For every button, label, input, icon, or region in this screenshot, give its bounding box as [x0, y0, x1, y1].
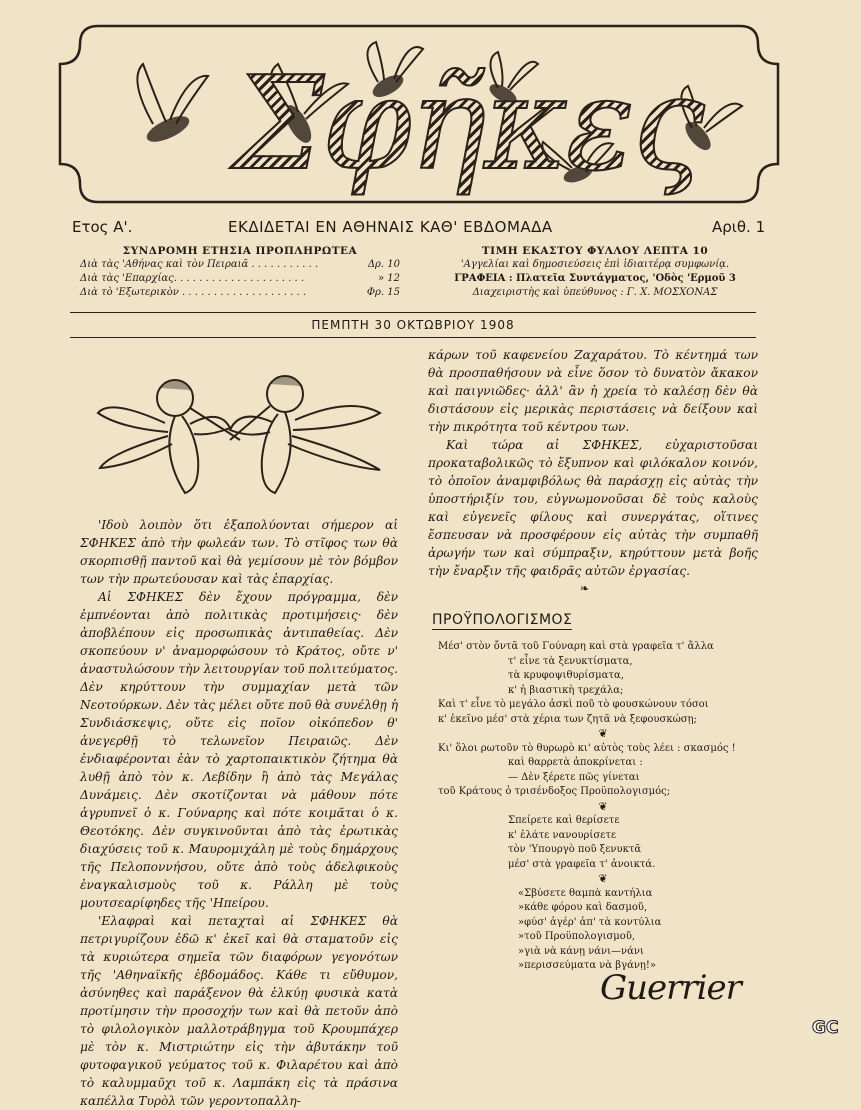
masthead: [58, 24, 780, 204]
poem-line: »φύσ' ἀγέρ' ἀπ' τὰ κοντύλια: [518, 916, 662, 928]
poem-line: «Σβύσετε θαμπὰ καντήλια: [518, 887, 653, 899]
masthead-title: Σφῆκες: [188, 50, 748, 200]
pricing-box: [430, 244, 760, 300]
publication-line: ΕΚΔΙΔΕΤΑΙ ΕΝ ΑΘΗΝΑΙΣ ΚΑΘ' ΕΒΔΟΜΑΔΑ: [228, 218, 553, 236]
subscription-title: ΣΥΝΔΡΟΜΗ ΕΤΗΣΙΑ ΠΡΟΠΛΗΡΩΤΕΑ: [122, 245, 358, 257]
paragraph: Καὶ τώρα αἱ ΣΦΗΚΕΣ, εὐχαριστοῦσαι προκαταβολικῶς τὸ ἔξυπνον καὶ φιλόκαλον κοινόν, τὸ ὁποῖον ἀναμφιβόλως θὰ παράσχῃ εἰς αὐτὰς τὴν ὑποστήριξίν του, εὐγνωμονοῦσαι δὲ τοὺς καλοὺς καὶ εὐγενεῖς φίλους καὶ συνεργάτας, οἵτινες ἔσπευσαν νὰ προσφέρουν εἰς αὐτὰς τὴν συμπαθῆ ἀρωγήν των καὶ σύμπραξιν, κηρύττουν μετὰ βοῆς τὴν ἔναρξιν τῆς φαιδρᾶς αὐτῶν ἐργασίας.: [428, 438, 758, 578]
poem-line: »τοῦ Προϋπολογισμοῦ,: [518, 931, 636, 942]
wasps-illustration: [90, 358, 390, 508]
poem-line: — Δὲν ξέρετε πῶς γίνεται: [508, 771, 640, 783]
right-column: [428, 346, 758, 580]
poem-line: τὸν 'Υπουργὸ ποῦ ξενυκτᾶ: [508, 844, 642, 855]
poem-line: κ' ἐλάτε νανουρίσετε: [508, 829, 617, 841]
poem-line: κ' ἐκεῖνο μέσ' στὰ χέρια των ζητᾶ νὰ ξεφουσκώσῃ;: [438, 713, 697, 725]
poem-line: μέσ' στὰ γραφεῖα τ' ἀνοικτά.: [508, 858, 656, 870]
poem-line: »γιὰ νὰ κάνῃ νάνι—νάνι: [518, 945, 644, 957]
poem-line: τοῦ Κράτους ὁ τρισένδοξος Προϋπολογισμός;: [438, 786, 671, 797]
subscription-row: [80, 272, 400, 286]
fleuron-icon: ❦: [598, 872, 608, 885]
poem-line: »κάθε φόρου καὶ δασμοῦ,: [518, 902, 648, 913]
subscription-label: Διὰ τὰς 'Επαρχίας. . . . . . . . . . . . . . . . . . . . .: [80, 273, 305, 284]
paragraph: 'Ελαφραὶ καὶ πεταχταὶ αἱ ΣΦΗΚΕΣ θὰ πετριγυρίζουν ἐδῶ κ' ἐκεῖ καὶ θὰ σταματοῦν εἰς τὰ κυριώτερα σημεῖα τῶν διαφόρων γεγονότων τῆς 'Αθηναϊκῆς ἑβδομάδος. Κάθε τι εὔθυμον, ἀσύνηθες καὶ παράξενον θὰ ἑλκύῃ φυσικὰ κατὰ προτίμησιν τὴν προσοχήν των καὶ θὰ πετοῦν ἀπὸ τὸ φιλολογικὸν μαλλοτράβηγμα τοῦ Κρουμπάχερ μὲ τὸν κ. Μιστριώτην εἰς τὴν ἀβυτάκην τοῦ φυτοφαγικοῦ γεύματος τοῦ κ. Φιλαρέτου καὶ ἀπὸ τὸ καλυμμαῦχι τοῦ κ. Λαμπάκη εἰς τὰ πράσινα καπέλλα Τυρὸλ τῶν γεροντοπαλλη-: [80, 914, 398, 1108]
paragraph: κάρων τοῦ καφενείου Ζαχαράτου. Τὸ κέντημά των θὰ προσπαθήσουν νὰ εἶνε ὅσον τὸ δυνατὸν ἄκακον καὶ παιγνιῶδες· ἀλλ' ἂν ἡ χρεία τὸ καλέσῃ δὲν θὰ διστάσουν εἰς μερικὰς περιστάσεις νὰ δείξουν καὶ τὴν πικρότητα τοῦ κέντρου των.: [428, 348, 758, 434]
divider: [70, 337, 756, 338]
poem-line: Σπείρετε καὶ θερίσετε: [508, 815, 620, 826]
left-column: [80, 516, 398, 1110]
poem-line: κ' ἡ βιαστικὴ τρεχάλα;: [508, 684, 624, 696]
poem-line: Μέσ' στὸν ὄντᾶ τοῦ Γούναρη καὶ στὰ γραφεῖα τ' ἄλλα: [438, 641, 714, 652]
fleuron-icon: ❦: [598, 799, 608, 813]
subscription-price: Δρ. 10: [367, 259, 400, 270]
paragraph: Αἱ ΣΦΗΚΕΣ δὲν ἔχουν πρόγραμμα, δὲν ἐμπνέονται ἀπὸ πολιτικὰς προτιμήσεις· δὲν ἀποβλέπουν εἰς προσωπικὰς ἀντιπαθείας. Δὲν σκοπεύουν ν' ἀναμορφώσουν τὸ Κράτος, οὔτε ν' ἀναστυλώσουν τὴν λειτουργίαν τοῦ πολιτεύματος. Δὲν κηρύττουν τὴν συμμαχίαν μετὰ τῶν Νεοτούρκων. Δὲν τὰς μέλει οὔτε ποῦ θὰ συνέλθῃ ἡ Συνδιάσκεψις, οὔτε εἰς ποῖον οἰκόπεδον θ' ἀνεγερθῇ τὸ τελωνεῖον Πειραιῶς. Δὲν ἐνδιαφέρονται ἐὰν τὸ χαρτοπαικτικὸν ζήτημα θὰ λυθῇ ἀπὸ τὸν κ. Λεβίδην ἢ ἀπὸ τὰς Μεγάλας Δυνάμεις. Δὲν σκοτίζονται νὰ μάθουν πότε ἀγρυπνεῖ ὁ κ. Γούναρης καὶ πότε κοιμᾶται ὁ κ. Θεοτόκης. Δὲν συγκινοῦνται ἀπὸ τὰς ἐρωτικὰς διαχύσεις τοῦ κ. Μαυρομιχάλη μὲ τοὺς δημάρχους τῆς Πελοποννήσου, οὔτε ἀπὸ τοὺς ἀδελφικοὺς ἐναγκαλισμοὺς τοῦ κ. Ράλλη μὲ τοὺς μουτσεαρίφηδες τῆς 'Ηπείρου.: [80, 590, 398, 910]
subscription-box: [80, 244, 400, 300]
fleuron-icon: ❧: [580, 582, 590, 595]
paragraph: 'Ιδοὺ λοιπὸν ὅτι ἐξαπολύονται σήμερον αἱ ΣΦΗΚΕΣ ἀπὸ τὴν φωλεάν των. Τὸ στῖφος των θὰ σκορπισθῇ παντοῦ καὶ θὰ γεμίσουν μὲ τὸν βόμβον των τὴν πρωτεύουσαν καὶ τὰς ἐπαρχίας.: [80, 518, 398, 586]
director-line: Διαχειριστὴς καὶ ὑπεύθυνος : Γ. Χ. ΜΟΣΧΟΝΑΣ: [472, 287, 718, 298]
subscription-price: Φρ. 15: [366, 287, 400, 298]
issue-number: Αριθ. 1: [712, 218, 766, 236]
issue-date: ΠΕΜΠΤΗ 30 ΟΚΤΩΒΡΙΟΥ 1908: [311, 318, 515, 332]
subscription-price: » 12: [377, 273, 400, 284]
office-line: ΓΡΑΦΕΙΑ : Πλατεῖα Συντάγματος, 'Οδὸς 'Ερμοῦ 3: [454, 273, 736, 284]
year-label: Ετος Α'.: [72, 218, 133, 236]
poem-line: Κι' ὅλοι ρωτοῦν τὸ θυρωρὸ κι' αὐτὸς τοὺς λέει : σκασμός !: [438, 742, 736, 754]
poem: [438, 640, 768, 974]
poem-line: καὶ θαρρετὰ ἀποκρίνεται :: [508, 757, 643, 768]
poem-line: τ' εἶνε τὰ ξενυκτίσματα,: [508, 655, 633, 667]
watermark-logo: GC: [812, 1018, 839, 1038]
ads-line: 'Αγγελίαι καὶ δημοσιεύσεις ἐπὶ ἰδιαιτέρᾳ συμφωνίᾳ.: [460, 259, 730, 270]
poem-title: ΠΡΟΫΠΟΛΟΓΙΣΜΟΣ: [432, 612, 573, 628]
poem-line: »περισσεύματα νὰ βγάνῃ!»: [518, 960, 657, 971]
signature: Guerrier: [600, 968, 741, 1008]
subscription-label: Διὰ τὰς 'Αθήνας καὶ τὸν Πειραιᾶ . . . . . . . . . . .: [80, 259, 319, 270]
fleuron-icon: ❦: [598, 727, 608, 740]
subscription-row: [80, 258, 400, 272]
subscription-row: [80, 286, 400, 300]
divider: [70, 312, 756, 313]
subscription-label: Διὰ τὸ 'Εξωτερικὸν . . . . . . . . . . . . . . . . . . . .: [80, 287, 307, 298]
pricing-title: ΤΙΜΗ ΕΚΑΣΤΟΥ ΦΥΛΛΟΥ ΛΕΠΤΑ 10: [481, 245, 709, 257]
poem-line: Καὶ τ' εἶνε τὸ μεγάλο ἀσκὶ ποῦ τὸ φουσκώνουν τόσοι: [438, 699, 709, 710]
poem-line: τὰ κρυφοψιθυρίσματα,: [508, 670, 624, 681]
